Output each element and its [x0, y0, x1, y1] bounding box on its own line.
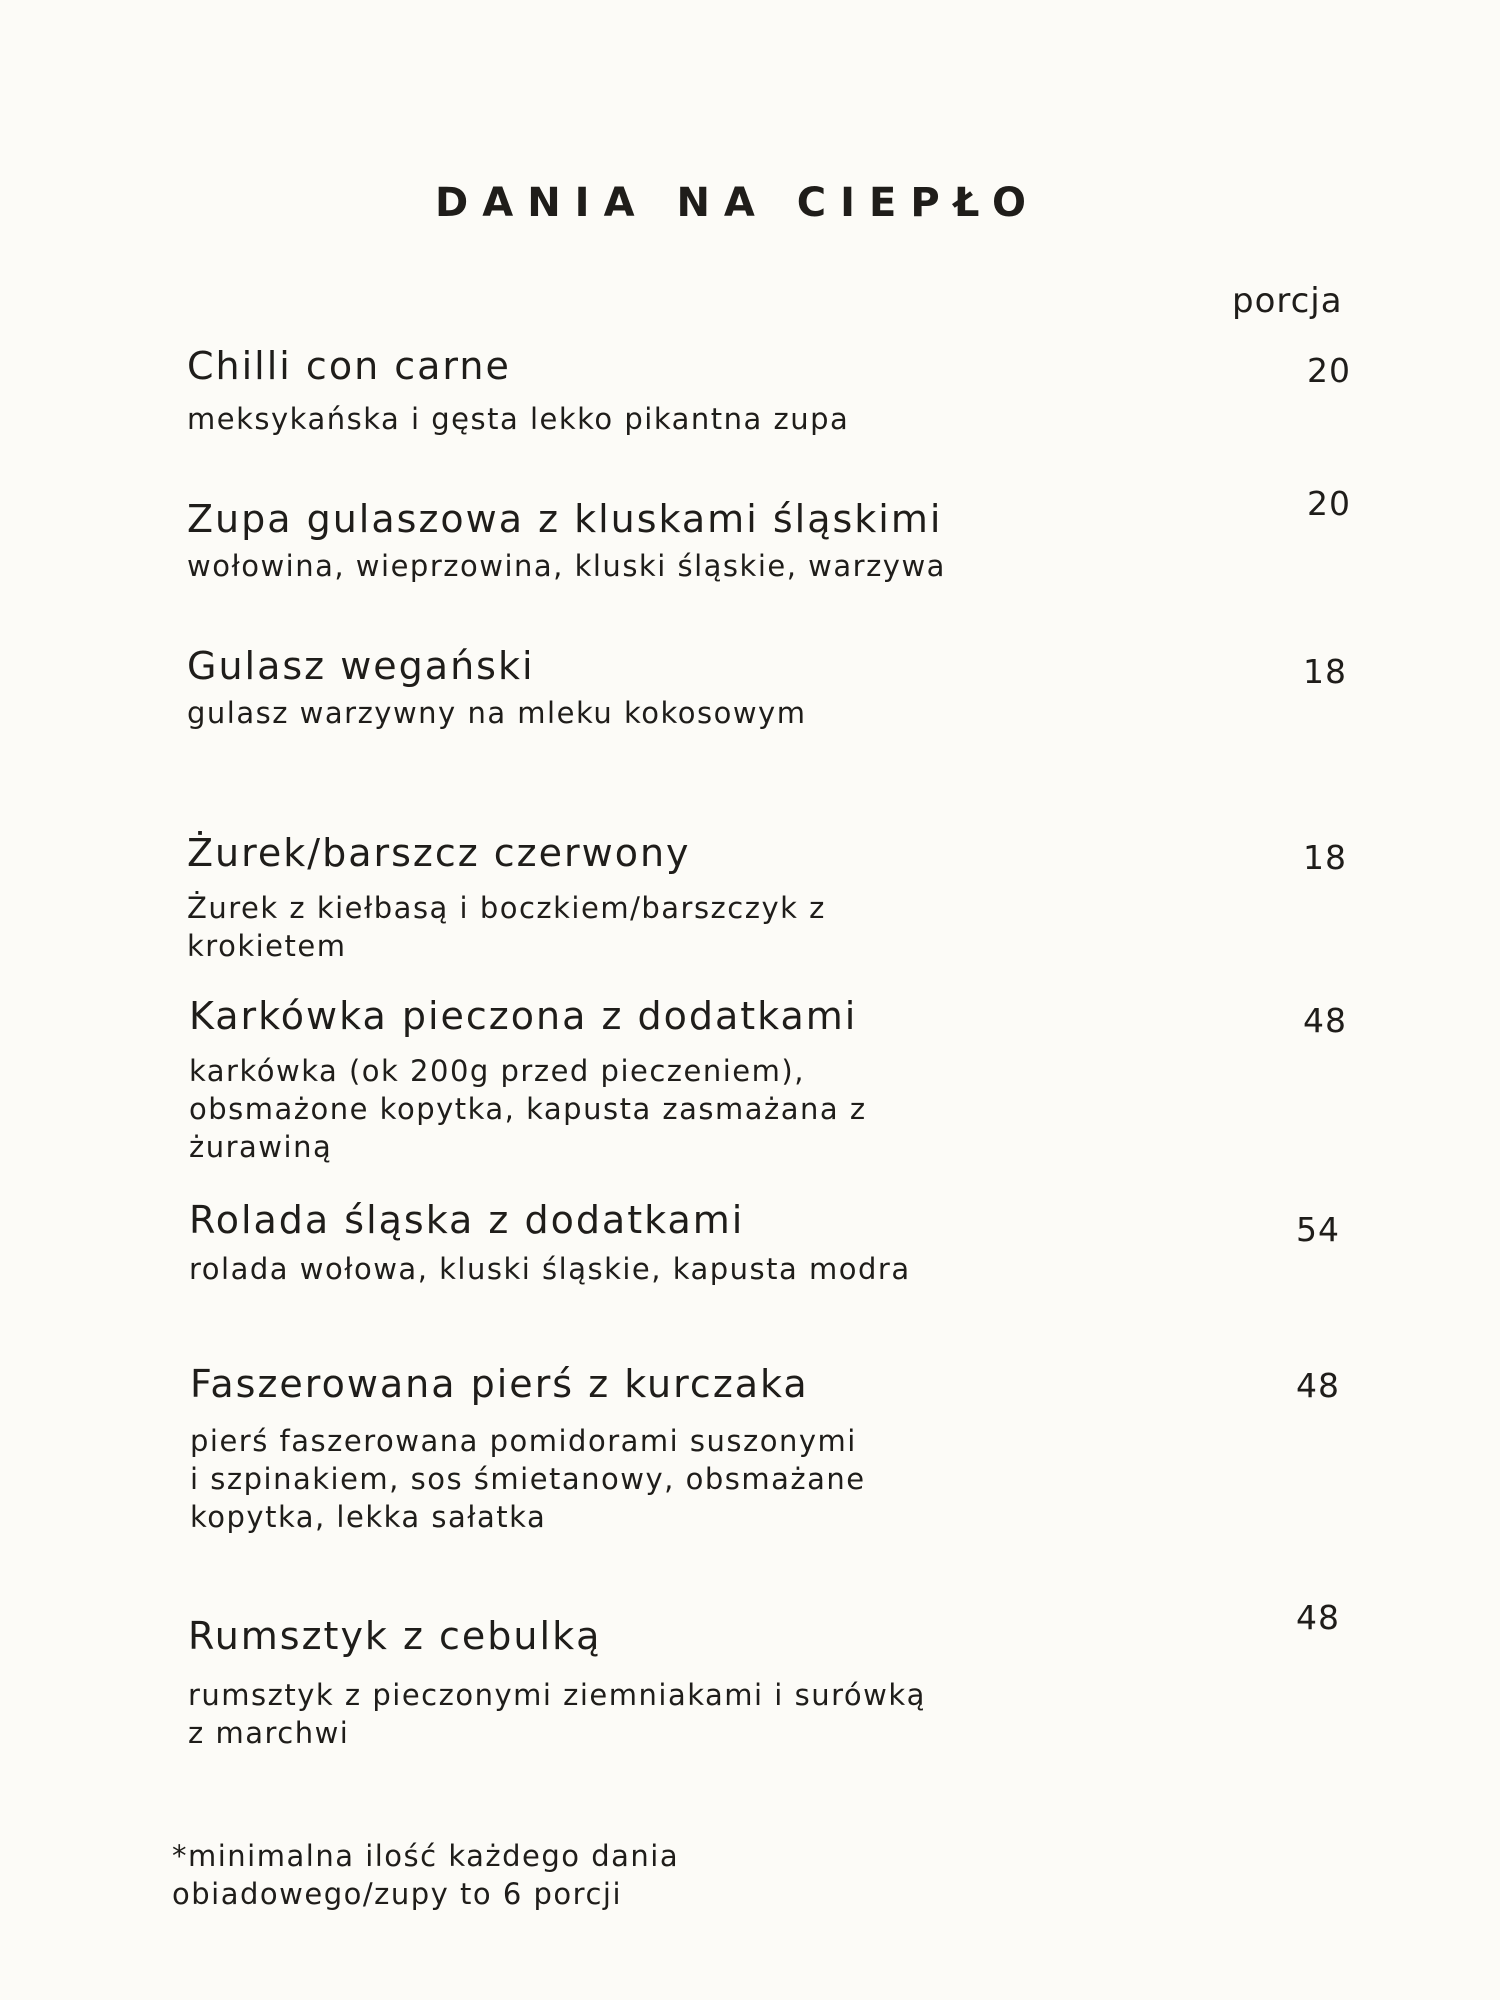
dish-name: Żurek/barszcz czerwony — [187, 831, 691, 875]
dish-name: Gulasz wegański — [187, 644, 535, 688]
portion-column-header: porcja — [1232, 281, 1343, 321]
dish-description: rumsztyk z pieczonymi ziemniakami i surówką z marchwi — [188, 1678, 926, 1750]
dish-name: Chilli con carne — [187, 344, 511, 388]
menu-item — [189, 994, 1389, 1166]
dish-name: Karkówka pieczona z dodatkami — [189, 994, 858, 1038]
menu-title: DANIA NA CIEPŁO — [435, 180, 1040, 226]
dish-name: Rolada śląska z dodatkami — [189, 1198, 745, 1242]
dish-description: gulasz warzywny na mleku kokosowym — [187, 696, 807, 730]
dish-price: 18 — [1303, 652, 1347, 691]
menu-item — [187, 644, 1387, 732]
dish-description: karkówka (ok 200g przed pieczeniem), obsmażone kopytka, kapusta zasmażana z żurawiną — [189, 1054, 867, 1164]
menu-item — [187, 344, 1387, 438]
dish-price: 18 — [1303, 838, 1347, 877]
dish-name: Faszerowana pierś z kurczaka — [190, 1362, 809, 1406]
dish-price: 20 — [1307, 484, 1351, 523]
menu-item — [187, 497, 1387, 585]
dish-description: wołowina, wieprzowina, kluski śląskie, warzywa — [187, 549, 946, 583]
dish-price: 48 — [1296, 1366, 1340, 1405]
dish-description: Żurek z kiełbasą i boczkiem/barszczyk z krokietem — [187, 891, 826, 963]
dish-description: pierś faszerowana pomidorami suszonymi i szpinakiem, sos śmietanowy, obsmażane kopytka, lekka sałatka — [190, 1424, 866, 1534]
dish-description: meksykańska i gęsta lekko pikantna zupa — [187, 402, 850, 436]
dish-price: 54 — [1296, 1210, 1340, 1249]
dish-price: 48 — [1303, 1001, 1347, 1040]
dish-description: rolada wołowa, kluski śląskie, kapusta modra — [189, 1252, 911, 1286]
menu-item — [188, 1614, 1388, 1752]
dish-price: 20 — [1307, 351, 1351, 390]
dish-name: Rumsztyk z cebulką — [188, 1614, 602, 1658]
menu-item — [187, 831, 1387, 965]
menu-item — [190, 1362, 1390, 1536]
menu-item — [189, 1198, 1389, 1288]
dish-price: 48 — [1296, 1598, 1340, 1637]
minimum-order-footnote: *minimalna ilość każdego dania obiadowego/zupy to 6 porcji — [172, 1839, 680, 1911]
dish-name: Zupa gulaszowa z kluskami śląskimi — [187, 497, 943, 541]
